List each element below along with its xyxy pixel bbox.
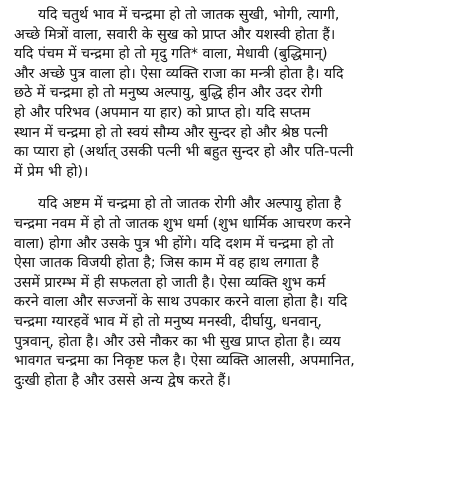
text-line: छठे में चन्द्रमा हो तो मनुष्य अल्पायु, बुद्धि हीन और उदर रोगी xyxy=(14,85,323,102)
text-line: पुत्रवान्, होता है। और उसे नौकर का भी सुख प्राप्त होता है। व्यय xyxy=(14,333,341,350)
text-line: करने वाला और सज्जनों के साथ उपकार करने वाला होता है। यदि xyxy=(14,294,348,311)
text-line: यदि अष्टम में चन्द्रमा हो तो जातक रोगी और अल्पायु होता है xyxy=(38,196,342,213)
text-line: और अच्छे पुत्र वाला हो। ऐसा व्यक्ति राजा का मन्त्री होता है। यदि xyxy=(14,65,344,82)
text-line: वाला) होगा और उसके पुत्र भी होंगे। यदि दशम में चन्द्रमा हो तो xyxy=(14,235,334,252)
text-line: दुःखी होता है और उससे अन्य द्वेष करते हैं। xyxy=(14,372,231,389)
paragraph-gap xyxy=(14,182,460,195)
text-line: चन्द्रमा ग्यारहवें भाव में हो तो मनुष्य मनस्वी, दीर्घायु, धनवान्, xyxy=(14,313,322,330)
text-line: यदि चतुर्थ भाव में चन्द्रमा हो तो जातक सुखी, भोगी, त्यागी, xyxy=(38,7,340,23)
text-line: ऐसा जातक विजयी होता है; जिस काम में वह हाथ लगाता है xyxy=(14,255,319,272)
text-line: में प्रेम भी हो)। xyxy=(14,163,89,180)
text-line: अच्छे मित्रों वाला, सवारी के सुख को प्राप्त और यशस्वी होता हैं। xyxy=(14,26,336,43)
document-page xyxy=(14,6,460,478)
text-line: चन्द्रमा नवम में हो तो जातक शुभ धर्मा (शुभ धार्मिक आचरण करने xyxy=(14,215,351,232)
text-line: यदि पंचम में चन्द्रमा हो तो मृदु गति* वाला, मेधावी (बुद्धिमान्) xyxy=(14,46,328,63)
paragraph-1 xyxy=(14,6,460,182)
text-line: हो और परिभव (अपमान या हार) को प्राप्त हो। यदि सप्तम xyxy=(14,104,311,121)
text-line: स्थान में चन्द्रमा हो तो स्वयं सौम्य और सुन्दर हो और श्रेष्ठ पत्नी xyxy=(14,124,328,141)
text-line: का प्यारा हो (अर्थात् उसकी पत्नी भी बहुत सुन्दर हो और पति-पत्नी xyxy=(14,144,354,161)
text-line: उसमें प्रारम्भ में ही सफलता हो जाती है। ऐसा व्यक्ति शुभ कर्म xyxy=(14,274,326,291)
paragraph-2 xyxy=(14,195,460,391)
text-line: भावगत चन्द्रमा का निकृष्ट फल है। ऐसा व्यक्ति आलसी, अपमानित, xyxy=(14,353,355,370)
